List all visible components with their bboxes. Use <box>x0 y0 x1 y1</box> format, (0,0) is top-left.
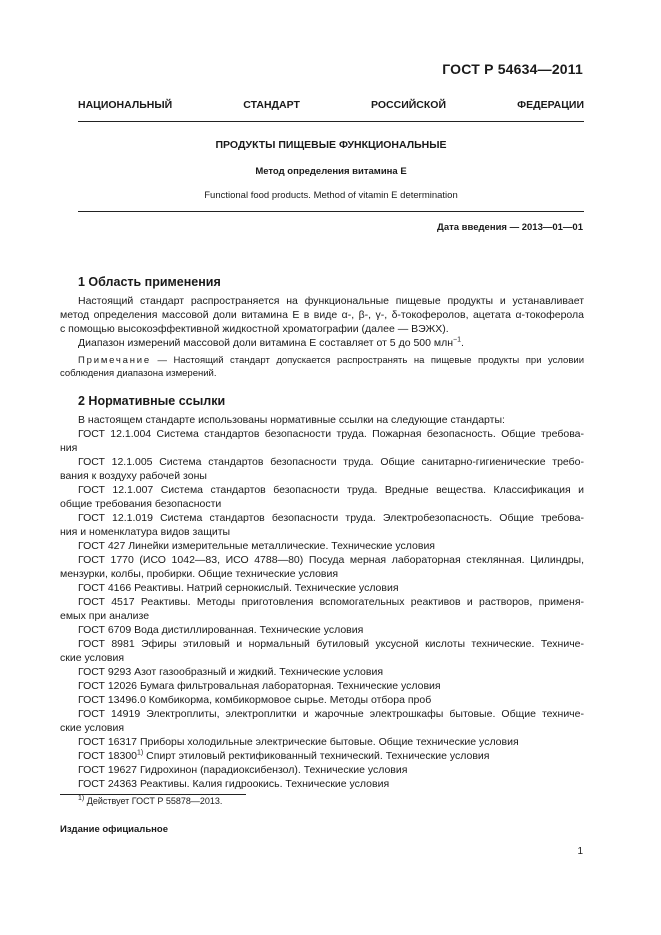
reference-line: ГОСТ 12.1.004 Система стандартов безопасности труда. Пожарная безопасность. Общие требова- <box>78 428 584 440</box>
reference-line: ские условия <box>60 652 125 664</box>
reference-line: мензурки, колбы, пробирки. Общие технические условия <box>60 568 339 580</box>
reference-line: ГОСТ 13496.0 Комбикорма, комбикормовое сырье. Методы отбора проб <box>78 694 432 706</box>
reference-line: вания к воздуху рабочей зоны <box>60 470 207 482</box>
national-standard-caption: НАЦИОНАЛЬНЫЙ СТАНДАРТ РОССИЙСКОЙ ФЕДЕРАЦИИ <box>78 99 584 111</box>
reference-line: ГОСТ 12.1.005 Система стандартов безопасности труда. Общие санитарно-гигиенические требо- <box>78 456 584 468</box>
range-line <box>60 336 584 350</box>
header-rule <box>78 121 584 122</box>
page-number: 1 <box>577 846 583 857</box>
reference-line: общие требования безопасности <box>60 498 222 510</box>
reference-line: ГОСТ 1770 (ИСО 1042—83, ИСО 4788—80) Посуда мерная лабораторная стеклянная. Цилиндры, <box>78 554 584 566</box>
reference-line: ГОСТ 19627 Гидрохинон (парадиоксибензол). Технические условия <box>78 764 408 776</box>
text-line: с помощью высокоэффективной жидкостной хроматографии (далее — ВЭЖХ). <box>60 323 449 335</box>
note-line: соблюдения диапазона измерений. <box>60 368 217 379</box>
section-2-body <box>60 413 584 791</box>
reference-line: ГОСТ 16317 Приборы холодильные электрические бытовые. Общие технические условия <box>78 736 519 748</box>
reference-line: ГОСТ 12.1.019 Система стандартов безопасности труда. Электробезопасность. Общие требова- <box>78 512 584 524</box>
reference-line: ГОСТ 427 Линейки измерительные металлические. Технические условия <box>78 540 435 552</box>
range-text: Диапазон измерений массовой доли витамина Е составляет от 5 до 500 млн <box>78 337 454 349</box>
reference-line: ГОСТ 14919 Электроплиты, электроплитки и жарочные электрошкафы бытовые. Общие техниче- <box>78 708 584 720</box>
title-rule <box>78 211 584 212</box>
english-title: Functional food products. Method of vitamin E determination <box>204 190 458 201</box>
reference-line: ГОСТ 6709 Вода дистиллированная. Технические условия <box>78 624 364 636</box>
gost-18300-number: ГОСТ 18300 <box>78 750 138 762</box>
footnote-mark: 1) <box>78 795 85 802</box>
reference-line: ские условия <box>60 722 125 734</box>
reference-line: ГОСТ 24363 Реактивы. Калия гидроокись. Технические условия <box>78 778 390 790</box>
reference-line: ГОСТ 4166 Реактивы. Натрий сернокислый. Технические условия <box>78 582 399 594</box>
reference-line: ния <box>60 442 78 454</box>
gost-18300-title: Спирт этиловый ректификованный технический. Технические условия <box>143 750 490 762</box>
reference-line: ГОСТ 12.1.007 Система стандартов безопасности труда. Вредные вещества. Классификация и <box>78 484 584 496</box>
gost-number: ГОСТ Р 54634—2011 <box>442 61 583 77</box>
note-text: — Настоящий стандарт допускается распространять на пищевые продукты при условии <box>151 355 584 366</box>
reference-line: емых при анализе <box>60 610 150 622</box>
footnote-reference: 1) <box>137 749 144 757</box>
section-1-note <box>60 354 584 380</box>
section-1-heading: 1 Область применения <box>78 275 221 289</box>
range-superscript: −1 <box>453 336 462 344</box>
introduction-date: Дата введения — 2013—01—01 <box>437 222 583 233</box>
text-line: В настоящем стандарте использованы нормативные ссылки на следующие стандарты: <box>78 414 505 426</box>
reference-line: ния и номенклатура видов защиты <box>60 526 231 538</box>
document-subtitle: Метод определения витамина Е <box>255 166 407 177</box>
footnote-text: Действует ГОСТ Р 55878—2013. <box>84 796 223 806</box>
reference-line: ГОСТ 4517 Реактивы. Методы приготовления вспомогательных реактивов и растворов, применя- <box>78 596 584 608</box>
reference-line: ГОСТ 9293 Азот газообразный и жидкий. Технические условия <box>78 666 384 678</box>
note-line <box>60 354 584 367</box>
official-edition-label: Издание официальное <box>60 824 168 835</box>
reference-line: ГОСТ 12026 Бумага фильтровальная лабораторная. Технические условия <box>78 680 441 692</box>
document-title: ПРОДУКТЫ ПИЩЕВЫЕ ФУНКЦИОНАЛЬНЫЕ <box>215 139 447 151</box>
range-end: . <box>461 337 464 349</box>
footnote <box>78 796 222 806</box>
text-line: метод определения массовой доли витамина Е в виде α-, β-, γ-, δ-токоферолов, ацетата α-токоферола <box>60 309 584 321</box>
footnote-rule <box>60 794 246 795</box>
reference-line: ГОСТ 8981 Эфиры этиловый и нормальный бутиловый уксусной кислоты технические. Техниче- <box>78 638 584 650</box>
note-label: Примечание <box>78 355 151 366</box>
text-line: Настоящий стандарт распространяется на функциональные пищевые продукты и устанавливает <box>78 295 584 307</box>
reference-line-gost-18300 <box>60 749 584 763</box>
section-1-body <box>60 294 584 350</box>
section-2-heading: 2 Нормативные ссылки <box>78 394 226 408</box>
